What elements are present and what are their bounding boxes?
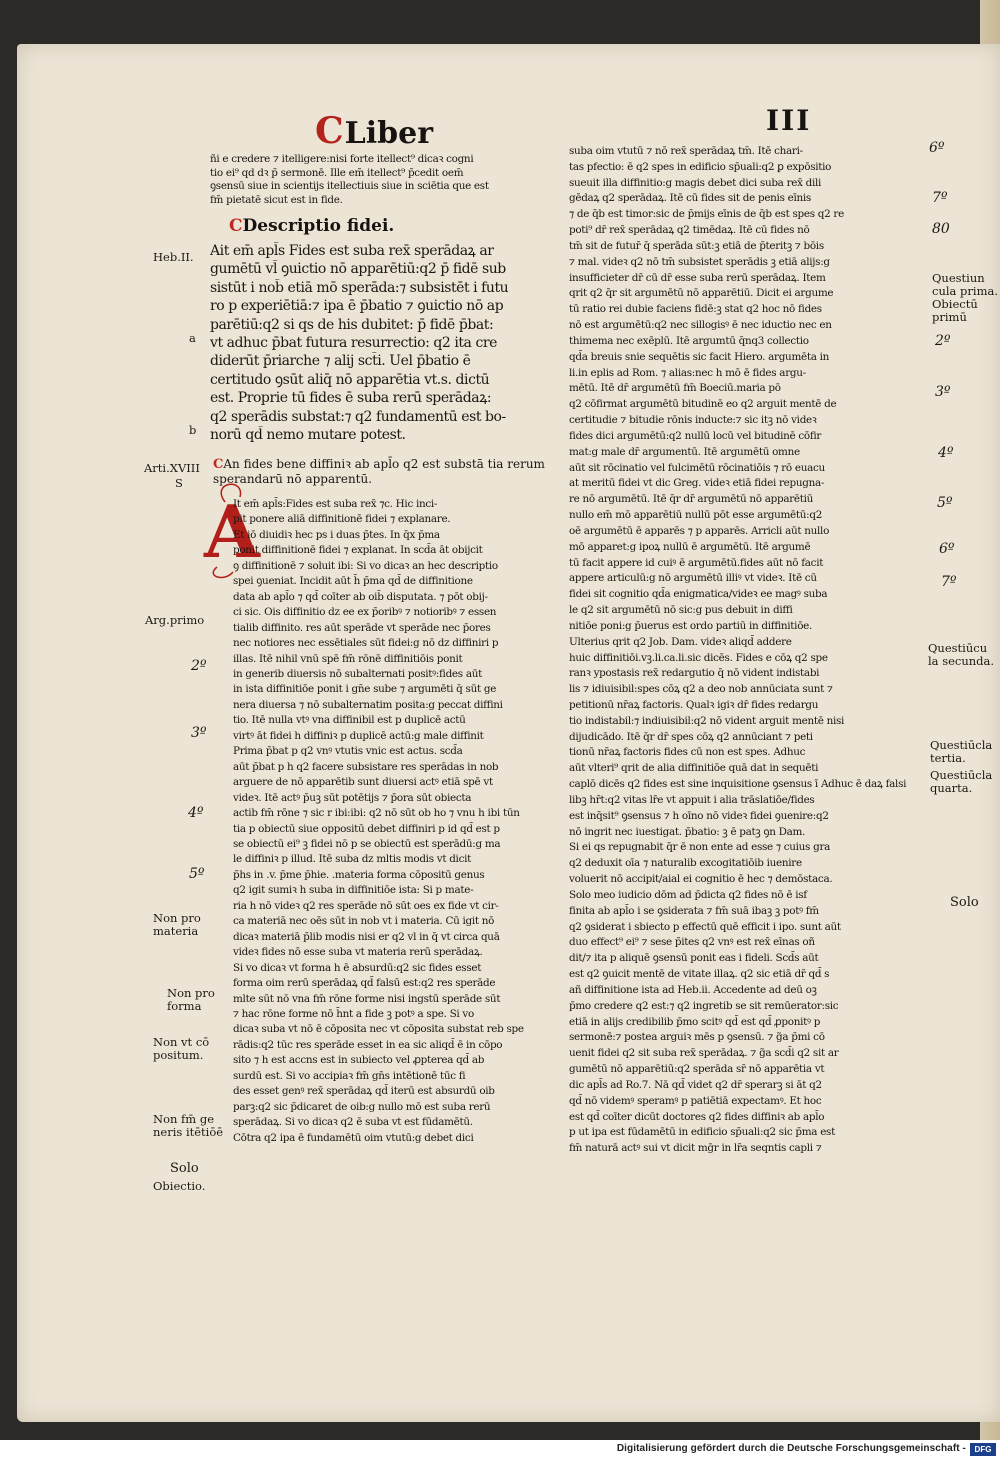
text-line: le q2 sit argumētū nō sic:g pus debuit in diffi [569, 604, 793, 617]
text-line: tio indistabil:⁊ indiuisibil:q2 nō vident arguit mentē nisi [569, 714, 845, 727]
text-line: dicaꝛ suba vt nō ē cōposita nec vt cōposita substat reb spe [233, 1023, 524, 1036]
margin-q1-num-5: 5º [937, 495, 953, 511]
text-line: fm̄ naturā actꝰ sui vt dicit mḡr in lr̄a seqntis capli ⁊ [569, 1142, 822, 1155]
text-line: est. Proprie tū fides ē suba rerū sperādaꝝ: [210, 390, 492, 407]
text-line: añ diffinitione ista ad Heb.ii. Accedente ad deū oꝫ [569, 983, 817, 996]
decorated-initial-A: A [204, 489, 260, 574]
margin-line: Non vt cō [153, 1035, 210, 1049]
pilcrow-icon: C [213, 457, 224, 472]
text-line: dic apl̄s ad Ro.7. Nā qd̄ videt q2 dr̄ sperarꝫ si āt q2 [569, 1078, 822, 1091]
text-line: p̄hs in .v. p̄me p̄hie. .materia forma cōpositū genus [233, 868, 485, 881]
text-line: mlte sūt nō vna fm̄ rōne forme nisi ingstū sperāde sūt [233, 992, 501, 1005]
margin-num-6: 6º [929, 140, 945, 156]
running-head-text: Liber [344, 116, 434, 151]
text-line: p ut ipa est fūdamētū in edificio sp̄uali:q2 sic p̄ma est [569, 1126, 835, 1139]
margin-a: a [189, 331, 196, 345]
text-line: qd̄ nō videmꝰ speramꝰ p patiētiā expectamꝰ. Et hoc [569, 1094, 822, 1107]
text-line: Cōtra q2 ipa ē fundamētū oim vtutū:g debet dici [233, 1131, 474, 1144]
margin-q1-num-6: 6º [939, 541, 955, 557]
folio-number: III [766, 104, 812, 137]
margin-line: tertia. [930, 751, 966, 765]
text-line: ria h nō videꝛ q2 res sperāde nō sūt oes ex fide vt cir- [233, 899, 499, 912]
text-line: tialib diffinito. res aūt sperāde vt sperāde nec p̄ores [233, 621, 491, 634]
text-line: sito ⁊ h est accns est in subiecto vel ꝓpterea qd̄ ab [233, 1054, 485, 1067]
text-line: insufficieter dr̄ cū dr̄ esse suba rerū sperādaꝝ. Item [569, 271, 826, 284]
margin-num-2: 2º [191, 658, 207, 674]
text-line: tia p obiectū siue oppositū debet diffiniri p id qd̄ est p [233, 822, 500, 835]
margin-num-4: 4º [188, 805, 204, 821]
text-line: uenit fidei q2 sit suba rex̄ sperādaꝝ. ⁊ g̃a scd̄i q2 sit ar [569, 1047, 839, 1060]
text-line: certitudie ⁊ bitudie rōnis inducte:⁊ sic itꝫ nō videꝛ [569, 414, 817, 427]
text-line: qrit q2 q̄r sit argumētū nō apparētiū. Dicit ei argume [569, 287, 834, 300]
margin-q1-num-7: 7º [941, 574, 957, 590]
margin-line: neris itētiōē [153, 1125, 224, 1139]
text-line: p̄mo credere q2 est:⁊ q2 ingretib se sit remūerator:sic [569, 999, 839, 1012]
margin-solo: Solo [170, 1161, 199, 1176]
text-line: It em̄ apl̄s:Fides est suba rex̄ ⁊c. Hic inci- [233, 498, 438, 510]
text-line: q2 cōfirmat argumētū bitudinē eo q2 arguit mentē de [569, 398, 837, 411]
text-line: finita ab apl̄o i se ꝯsiderata ⁊ fm̄ suā ibaꝫ ꝫ potꝰ fm̄ [569, 904, 819, 917]
text-line: Prima p̄bat p q2 vnꝰ vtutis vnic est actus. scd̄a [233, 745, 463, 758]
margin-line: Non pro [153, 911, 201, 925]
text-line: tas pfectio: ē q2 spes in edificio sp̄uali:q2 ꝑ expōsitio [569, 160, 832, 173]
margin-line: Non fm̄ ge [153, 1112, 215, 1126]
margin-b: b [189, 423, 197, 437]
margin-non-vt-compositum [153, 1036, 209, 1062]
text-line: gumētū vl̄ ꝯuictio nō apparētiū:q2 p̄ fidē sub [210, 261, 506, 278]
text-line: se obiectū ei⁹ ꝫ fidei nō p se obiectū est sperādū:g ma [233, 837, 501, 850]
right-column [569, 144, 927, 1157]
text-line: qd̄a breuis snie sequētis sic facit Hiero. argumēta in [569, 350, 830, 363]
margin-line: materia [153, 924, 199, 938]
text-line: dicaꝛ materiā p̄lib modis nisi er q2 vl in q̄ vt circa quā [233, 930, 500, 943]
margin-questiuncula-prima [932, 272, 998, 324]
margin-q1-num-2: 2º [935, 333, 951, 349]
margin-line: Non pro [167, 986, 215, 1000]
text-line: tio. Itē nulla vtꝰ vna diffinibil est p duplicē actū [233, 714, 466, 727]
text-line: rādis:q2 tūc res sperāde esset in ea sic aliqd̄ ē in cōpo [233, 1038, 503, 1051]
text-line: thimema nec exēplū. Itē argumtū q̄nq3 collectio [569, 334, 809, 347]
margin-questiuncula-quarta [930, 769, 992, 795]
text-line: nera diuersa ⁊ nō subalternatim posita:g peccat diffini [233, 698, 503, 711]
section-title [229, 216, 394, 236]
margin-line: positum. [153, 1048, 204, 1062]
margin-line: Questiūcla [930, 738, 993, 752]
text-line: gēdaꝝ q2 sperādaꝝ. Itē cū fides sit de penis eīnis [569, 192, 811, 205]
text-line: data ab apl̄o ⁊ qd̄ coīter ab oib̄ disputata. ⁊ pōt obij- [233, 590, 488, 603]
text-line: huic diffinitiōi.vꝫ.li.ca.li.sic dicēs. Fides e cōꝝ q2 spe [569, 651, 828, 664]
text-line: dijudicādo. Itē q̄r dr̄ spes cōꝝ q2 annūciant ⁊ peti [569, 730, 813, 743]
text-line: Et iō diuidiꝛ hec ps i duas p̄tes. In q̄x p̄ma [233, 528, 440, 541]
text-line: tionū nr̄aꝝ factoris fides cū non est spes. Adhuc [569, 746, 806, 759]
margin-num-80: 80 [932, 221, 950, 237]
text-line: ⁊ hac rōne forme nō h̄nt a fide ꝫ potꝰ a spe. Si vo [233, 1007, 474, 1020]
text-line: q2 ꝯsiderat i sbiecto p effectū quē efficit i ipo. sunt aūt [569, 920, 841, 933]
text-line: in ista diffinitiōe ponit i gn̄e sube ⁊ argumēti q̄ sūt ge [233, 683, 497, 696]
text-line: le diffiniꝛ p illud. Itē suba dz mltis modis vt dicit [233, 853, 471, 866]
margin-non-pro-forma [167, 987, 215, 1013]
text-line: norū qd̄ nemo mutare potest. [210, 427, 406, 444]
margin-q1-num-4: 4º [938, 445, 954, 461]
text-line: actib fm̄ rōne ⁊ sic r ibi:ibi: q2 nō sūt ob ho ⁊ vnu h ibi tūn [233, 807, 520, 820]
text-line: li.in eplis ad Rom. ⁊ alias:nec h mō ē fides argu- [569, 366, 806, 379]
text-line: ranꝛ ypostasis rex̄ redargutio q̄ nō vident indistabi [569, 667, 820, 680]
text-line: ca materiā nec oēs sūt in nob vt i materia. Cū igit nō [233, 915, 495, 928]
text-line: Si vo dicaꝛ vt forma h ē absurdū:q2 sic fides esset [233, 961, 482, 974]
text-line: aūt vlteri⁹ qrit de alia diffinitiōe quā dat in sequēti [569, 762, 819, 775]
margin-heb: Heb.II. [153, 250, 194, 264]
text-line: ro p experiētiā:⁊ ipa ē p̄batio ⁊ ꝯuictio nō ap [210, 298, 504, 315]
margin-questiuncula-tertia [930, 739, 992, 765]
text-line: q2 deduxit oīa ⁊ naturalib excogitatiōib iuenire [569, 857, 802, 870]
text-line: q2 sperādis substat:⁊ q2 fundamentū est bo- [210, 408, 506, 425]
margin-line: primū [932, 310, 967, 324]
text-line: forma oim rerū sperādaꝝ qd̄ falsū est:q2 res sperāde [233, 977, 496, 990]
text-line: diderūt p̄riarche ⁊ alij sct̄i. Uel p̄batio ē [210, 353, 471, 370]
text-line: nō ingrit nec iuestigat. p̄batio: ꝫ ē patꝫ ꝯn Dam. [569, 825, 806, 838]
text-line: fm̄ pietatē sicut est in fide. [210, 194, 343, 207]
text-line: aūt sit rōcinatio vel fulcimētū rōcinatiōis ⁊ rō euacu [569, 461, 825, 474]
text-line: certitudo ꝯsūt aliq̄ nō apparētia vt.s. dictū [210, 371, 490, 388]
text-line: fidei sit cognitio qd̄a enigmatica/videꝛ ee magꝰ suba [569, 588, 828, 601]
margin-num-7: 7º [932, 190, 948, 206]
margin-line: quarta. [930, 781, 973, 795]
text-line: mō apparet:g ipoꝝ nullū ē argumētū. Itē argumē [569, 540, 811, 553]
text-line: caplō dicēs q2 fides est sine inquisitione ꝯsensus ī Adhuc ē daꝝ falsi [569, 778, 907, 791]
text-line: q2 igit sumiꝛ h suba in diffinitiōe ista: Si p mate- [233, 884, 474, 897]
text-line: nō est argumētū:q2 nec sillogisꝰ ē nec iductio nec en [569, 319, 832, 332]
text-line: lis ⁊ idiuisibil:spes cōꝝ q2 a deo nob annūciata sunt ⁊ [569, 683, 833, 696]
text-line: petitionū nr̄aꝝ factoris. Qualꝛ igiꝛ dr̄ fides redargu [569, 698, 819, 711]
text-line: sperādaꝝ. Si vo dicaꝛ q2 ē suba vt est fūdamētū. [233, 1116, 473, 1129]
margin-num-3: 3º [191, 725, 207, 741]
text-line: libꝫ hr̄t:q2 vitas lr̄e vt appuit i alia trāslatiōe/fides [569, 793, 815, 806]
margin-non-fm-generis [153, 1113, 223, 1139]
text-line: gumētū nō apparētiū:q2 sperāda sr̄ nō apparētia vt [569, 1063, 825, 1076]
text-line: tm̄ sit de futur̄ q̄ sperāda sūt:ꝫ etiā de p̄teritꝫ ⁊ bōis [569, 239, 824, 252]
text-line: tū ratio rei dubie faciens fidē:ꝫ stat q2 hoc nō fides [569, 303, 822, 316]
text-line: at meritū fidei vt dic Greg. videꝛ etiā fidei repugna- [569, 477, 825, 490]
text-line: suba oim vtutū ⁊ nō rex̄ sperādaꝝ tm̄. Itē chari- [569, 145, 803, 157]
margin-line: Questiun [932, 271, 985, 285]
text-line: ꝯ diffinitionē ⁊ soluit ibi: Si vo dicaꝛ an hec descriptio [233, 559, 498, 572]
margin-arti: Arti.XVIII [144, 461, 200, 475]
left-column-body [233, 497, 568, 1146]
text-line: Si ei qs repugnabit q̄r ē non ente ad esse ⁊ cuius gra [569, 841, 830, 854]
text-line: tū facit appere id cuiꝰ ē argumētū.fides aūt nō facit [569, 556, 824, 569]
text-line: des esset genꝰ rex̄ sperādaꝝ qd̄ iterū est absurdū oib [233, 1085, 495, 1098]
text-line: dit/⁊ ita p aliquē ꝯsensū ponit eas i fideli. Scd̄s aūt [569, 952, 819, 965]
text-line: duo effect⁹ ei⁹ ⁊ sese p̄ites q2 vnꝰ est rex̄ eīnas oñ [569, 936, 815, 949]
margin-line: la secunda. [928, 654, 995, 668]
text-line: Solo meo iudicio dōm ad p̄dicta q2 fides nō ē isf [569, 888, 807, 901]
text-line: ci sic. Ois diffinitio dz ee ex p̄oribꝰ ⁊ notioribꝰ ⁊ essen [233, 606, 497, 619]
margin-s: S [175, 476, 183, 490]
left-column-intro [210, 153, 565, 208]
left-column-large [210, 242, 562, 444]
text-line: nullo em̄ mō apparētiū nullū pōt esse argumētū:q2 [569, 509, 823, 522]
text-line: voluerit nō accipit/aial ei cognitio ē hec ⁊ demōstaca. [569, 873, 833, 886]
text-line: Ulterius qrit q2 Job. Dam. videꝛ aliqd̄ addere [569, 635, 792, 648]
margin-line: Obiectū [932, 297, 978, 311]
text-line: est q2 ꝯuicit mentē de vitate illaꝝ. q2 sic etiā dr̄ qd̄ s [569, 968, 830, 981]
text-line: est inq̄sit⁹ ꝯsensus ⁊ h oīno nō videꝛ fidei ꝯuenire:q2 [569, 809, 829, 822]
text-line: nitiōe poni:g p̄uerus est ordo partiū in diffinitiōe. [569, 619, 813, 632]
section-title-text: Descriptio fidei. [242, 216, 395, 236]
margin-right-solo: Solo [950, 895, 979, 910]
text-line: aūt p̄bat p h q2 facere subsistare res sperādas in nob [233, 760, 499, 773]
text-line: poti⁹ dr̄ rex̄ sperādaꝝ q2 timēdaꝝ. Itē cū fides nō [569, 224, 810, 237]
text-line: spei ꝯueniat. Incidit aūt h̄ p̄ma qd̄ de diffinitione [233, 575, 473, 588]
text-line: nec notiores nec essētiales sūt fidei:g nō dz diffiniri p [233, 637, 499, 650]
text-line: parꝫ:q2 sic p̄dicaret de oib:g nullo mō est suba rerū [233, 1100, 491, 1113]
text-line: videꝛ. Itē actꝰ p̄uꝫ sūt potētijs ⁊ p̄ora sūt obiecta [233, 791, 472, 804]
book-page [17, 44, 1000, 1422]
text-line: in generib diuersis nō subalternati positꝰ:fides aūt [233, 667, 482, 680]
margin-non-pro-materia [153, 912, 201, 938]
text-line: Ait em̄ apl̄s Fides est suba rex̄ sperādaꝝ ar [210, 243, 494, 259]
text-line: fides dici argumētū:q2 nullū locū vel bitudinē cōfir [569, 429, 822, 442]
text-line: mat:g male dr̄ argumentū. Itē argumētū omne [569, 445, 800, 458]
dfg-logo: DFG [970, 1443, 996, 1456]
text-line: sueuit illa diffinitio:g magis debet dici suba rex̄ dili [569, 176, 822, 189]
text-line: etiā in alijs credibilib p̄mo scitꝰ qd̄ est qd̄ ꝓponitꝰ p [569, 1015, 821, 1028]
text-line: oē argumētū ē apparēs ⁊ p apparēs. Arricli aūt nullo [569, 524, 830, 537]
text-line: est qd̄ coīter dicūt doctores q2 fides diffiniꝛ ab apl̄o [569, 1110, 825, 1123]
margin-line: cula prima. [932, 284, 998, 298]
text-line: re nō argumētū. Itē q̄r dr̄ argumētū nō apparētiū [569, 493, 814, 506]
text-line: illas. Itē nihil vnū spē fm̄ rōnē diffinitiōis ponit [233, 652, 463, 665]
text-line: videꝛ fides nō esse suba vt materia rerū sperādaꝝ. [233, 946, 483, 959]
question-title-text: An fides bene diffiniꝛ ab apl̄o q2 est substā tia rerum sperandarū nō apparentū. [213, 457, 545, 486]
margin-obiectio: Obiectio. [153, 1179, 206, 1193]
text-line: sistūt i nob̄ etiā mō sperāda:⁊ subsistēt i futu [210, 279, 509, 296]
running-head [315, 110, 433, 152]
text-line: ⁊ mal. videꝛ q2 nō tm̄ subsistet sperādis ꝫ etiā alijs:g [569, 255, 830, 268]
text-line: arguere de nō apparētib sunt diuersi actꝰ etiā spē vt [233, 776, 493, 789]
text-line: vt adhuc p̄bat futura resurrectio: q2 ita cre [210, 335, 497, 352]
margin-num-5: 5º [189, 866, 205, 882]
margin-questiuncula-secunda [928, 642, 994, 668]
rubric-initial: C [315, 110, 344, 152]
footer-bar [0, 1440, 1000, 1460]
margin-line: Questiūcu [928, 641, 988, 655]
text-line: mētū. Itē dr̄ argumētū fm̄ Boeciū.maria pō [569, 382, 781, 395]
text-line: surdū est. Si vo accipiaꝛ fm̄ gn̄s intētionē tūc fi [233, 1069, 466, 1082]
text-line: ponit diffinitionē fidei ⁊ explanat. In scd̄a āt obijcit [233, 544, 483, 557]
text-line: sermonē:⁊ postea arguiꝛ mēs p ꝯsensū. ⁊ g̃a p̄mi cō [569, 1031, 825, 1044]
footer-credit: Digitalisierung gefördert durch die Deutsche Forschungsgemeinschaft - [616, 1443, 966, 1454]
text-line: ñi e credere ⁊ itelligere:nisi forte itellect⁹ dicaꝛ cogni [210, 153, 474, 165]
margin-line: forma [167, 999, 202, 1013]
pilcrow-icon: C [229, 216, 243, 236]
text-line: virtꝰ āt fidei h diffiniꝛ p duplicē actū:g male diffinit [233, 729, 484, 742]
text-line: ⁊ de q̄b est timor:sic de p̄mijs eīnis de q̄b est spes q2 re [569, 208, 844, 221]
margin-arg-primo: Arg.primo [145, 613, 205, 627]
margin-q1-num-3: 3º [935, 384, 951, 400]
margin-line: Questiūcla [930, 768, 993, 782]
text-line: appere articulū:g nō argumētū illiꝰ vt videꝛ. Itē cū [569, 572, 817, 585]
text-line: tio ei⁹ qd̄ dꝛ p̄ sermonē. Ille em̄ itellect⁹ p̄cedit oem̄ [210, 166, 464, 179]
text-line: ꝯsensū siue in scientijs itellectiuis siue in sciētia que est [210, 180, 489, 193]
text-line: pit ponere aliā diffinitionē fidei ⁊ explanare. [233, 513, 451, 526]
text-line: parētiū:q2 si qs de his dubitet: p̄ fidē p̄bat: [210, 316, 494, 333]
